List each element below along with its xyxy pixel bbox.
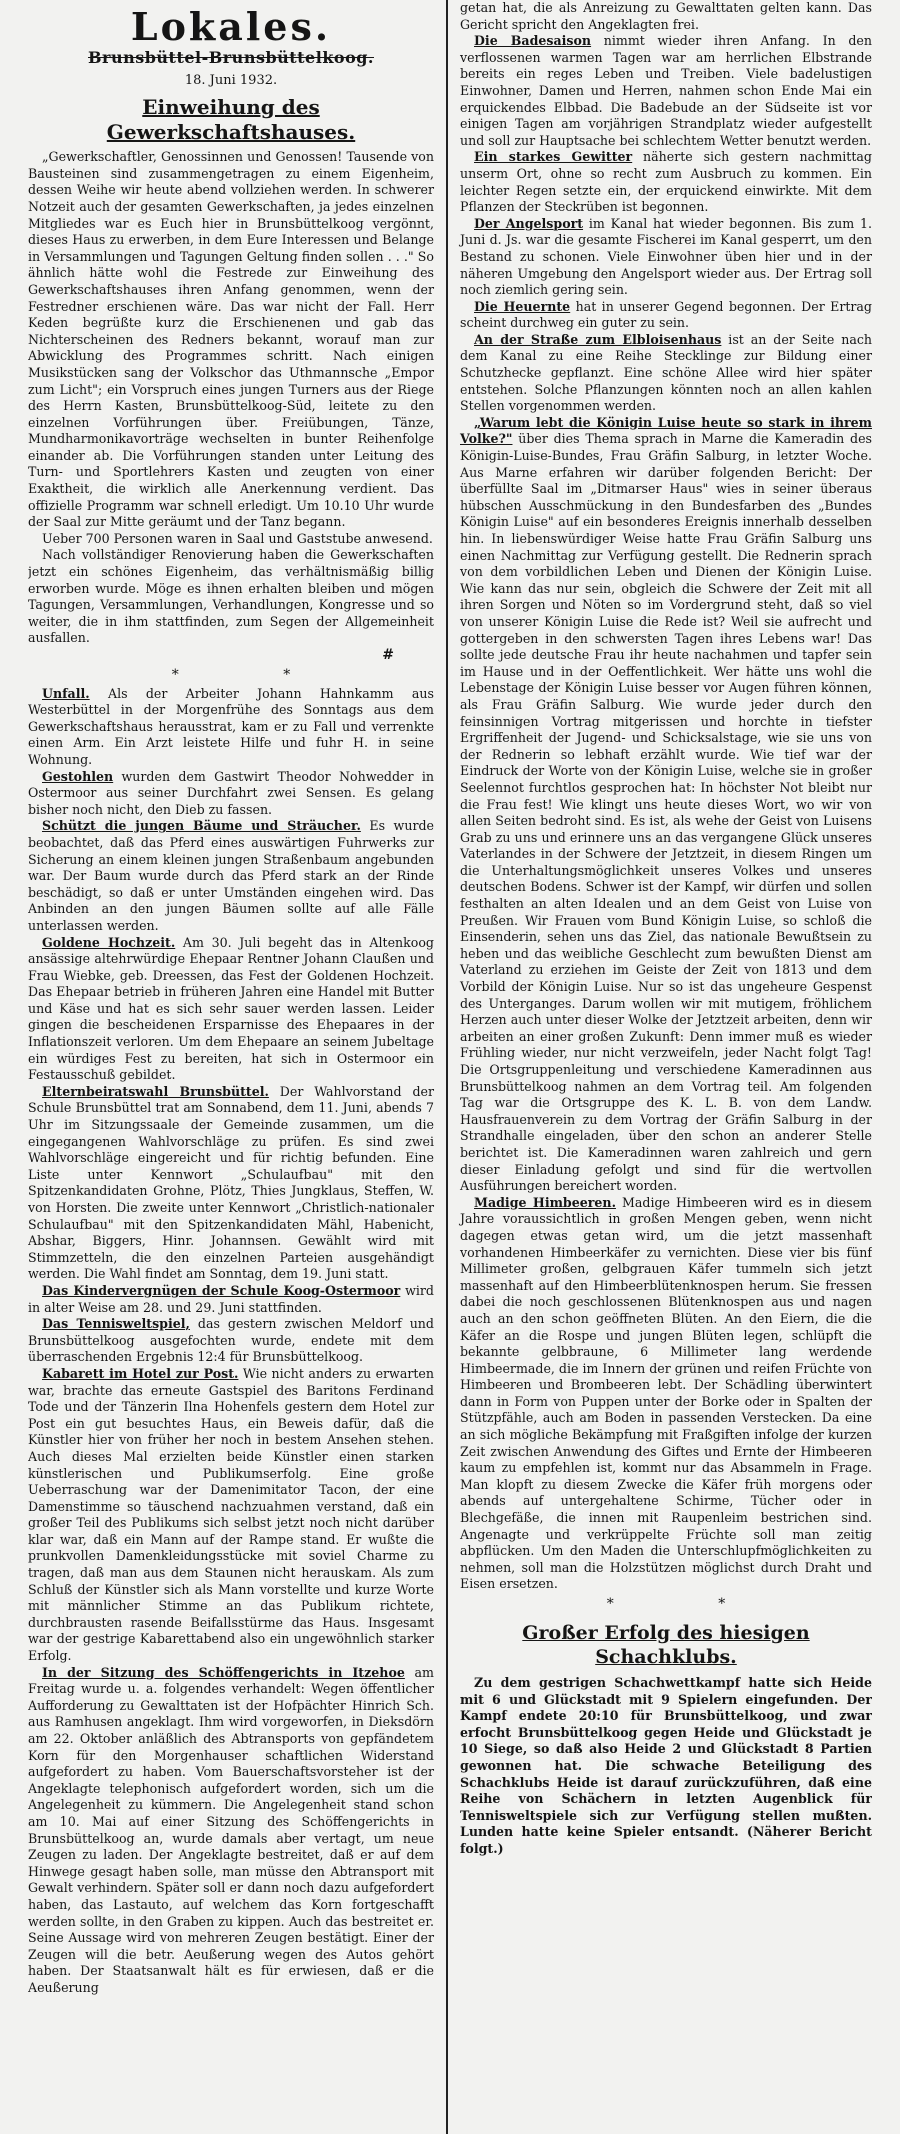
news-item-text: Als der Arbeiter Johann Hahnkamm aus Westerbüttel in der Morgenfrühe des Sonntags aus dem Gewerkschaftshaus herausstrat, kam er zu Fall und verrenkte einen Arm. Ein Arzt leistete Hilfe und fuhr H. in seine Wohnung. [28,685,434,767]
continued-text: getan hat, die als Anreizung zu Gewalttaten gelten kann. Das Gericht spricht den Angeklagten frei. [460,0,872,32]
news-item-text: wird in alter Weise am 28. und 29. Juni stattfinden. [28,1282,434,1315]
news-item-lead: In der Sitzung des Schöffengerichts in Itzehoe [42,1664,405,1680]
news-item [460,149,872,215]
news-item-text: nimmt wieder ihren Anfang. In den verflossenen warmen Tagen war am herrlichen Elbstrande bereits ein reges Leben und Treiben. Viele badelustigen Einwohner, Damen und Herren, nahmen schon Ende Mai ein erquickendes Elbbad. Die Badebude an der Südseite ist vor einigen Tagen am vorjährigen Strandplatz wieder aufgestellt und soll zur Hauptsache bei schlechtem Wetter benutzt werden. [460,33,872,148]
news-item-lead: Schützt die jungen Bäume und Sträucher. [42,818,361,834]
news-item-lead: Die Heuernte [474,298,571,314]
news-item-text: das gestern zwischen Meldorf und Brunsbüttelkoog ausgefochten wurde, endete mit dem überraschenden Ergebnis 12:4 für Brunsbüttelkoog. [28,1316,434,1365]
news-item [28,818,434,934]
news-item [460,33,872,149]
left-column [28,0,446,2134]
separator-stars: * * [606,1596,776,1612]
news-item-text: im Kanal hat wieder begonnen. Bis zum 1. Juni d. Js. war die gesamte Fischerei im Kanal gesperrt, um den Bestand zu schonen. Viele Einwohner üben hier und in der näheren Umgebung den Angelsport wieder aus. Der Ertrag soll noch ziemlich gering sein. [460,215,872,298]
news-item-lead: „Warum lebt die Königin Luise heute so stark in ihrem Volke?" [460,414,872,447]
news-item-lead: Gestohlen [42,768,114,784]
news-item [28,686,434,769]
news-item [28,1366,434,1665]
article-paragraph: Nach vollständiger Renovierung haben die Gewerkschaften jetzt ein schönes Eigenheim, das verhältnismäßig billig erworben wurde. Möge es ihnen erhalten bleiben und mögen Tagungen, Versammlungen, Verhandlungen, Kongresse und so weiter, die in ihm stattfinden, zum Segen der Allgemeinheit ausfallen. [28,547,434,646]
right-column [448,0,872,2134]
masthead-subtitle: Brunsbüttel-Brunsbüttelkoog. [88,48,374,67]
news-item-lead: Elternbeiratswahl Brunsbüttel. [42,1083,269,1099]
news-item-text: Es wurde beobachtet, daß das Pferd eines auswärtigen Fuhrwerks zur Sicherung an einem kleinen jungen Straßenbaum angebunden war. Der Baum wurde durch das Pferd stark an der Rinde beschädigt, so daß er unter Umständen eingehen wird. Das Anbinden an den jungen Bäumen sollte auf alle Fälle unterlassen werden. [28,818,434,933]
news-item [28,1665,434,1997]
news-item-lead: Das Kindervergnügen der Schule Koog-Ostermoor [42,1282,401,1298]
news-item [460,415,872,1195]
news-item-text: Am 30. Juli begeht das in Altenkoog ansässige altehrwürdige Ehepaar Rentner Johann Claußen und Frau Wiebke, geb. Dreessen, das Fest der Goldenen Hochzeit. Das Ehepaar betrieb in früheren Jahren eine Handel mit Butter und Käse und hat es sich sehr sauer werden lassen. Leider gingen die bescheidenen Ersparnisse des Ehepaares in der Inflationszeit verloren. Um dem Ehepaare an seinem Jubeltage ein würdiges Fest zu bereiten, hat sich in Ostermoor ein Festausschuß gebildet. [28,934,434,1083]
article-headline: Einweihung des Gewerkschaftshauses. [106,95,356,145]
news-item-lead: Madige Himbeeren. [474,1194,616,1210]
news-item-text: über dies Thema sprach in Marne die Kameradin des Königin-Luise-Bundes, Frau Gräfin Salburg, in letzter Woche. Aus Marne erfahren wir darüber folgenden Bericht: Der überfüllte Saal im „Ditmarser Haus" wies in seiner überaus hübschen Ausschmückung in den Bundesfarben des „Bundes Königin Luise" auf ein besonderes Ereignis innerhalb desselben hin. In liebenswürdiger Weise hatte Frau Gräfin Salburg uns einen Nachmittag zur Verfügung gestellt. Die Rednerin sprach von dem vorbildlichen Leben und Dienen der Königin Luise. Wie kann das nur sein, obgleich die Schwere der Zeit mit all ihren Sorgen und Nöten so im Vordergrund steht, daß so viel von unserer Königin Luise die Rede ist? Weil sie aufrecht und gottergeben in den schwersten Tagen ihres Lebens war! Das sollte jede deutsche Frau ihr heute nachahmen und tapfer sein im Hause und in der Oeffentlichkeit. Wer hätte uns wohl die Lebenstage der Königin Luise besser vor Augen führen können, als Frau Gräfin Salburg. Wie wurde jeder durch den feinsinnigen Vortrag mitgerissen und horchte in tiefster Ergriffenheit der Jugend- und Schicksalstage, wie sie uns von der Rednerin so lebhaft erzählt wurde. Wie tief war der Eindruck der Worte von der Königin Luise, welche sie in großer Seelennot furchtlos gesprochen hat: In höchster Not bleibt nur die Frau fest! Wie klingt uns heute dieses Wort, wo wir von allen Seiten bedroht sind. Es ist, als wehe der Geist von Luisens Grab zu uns und erinnere uns an das vergangene Glück unseres Vaterlandes in der Schwere der Jetztzeit, in diesem Ringen um die Unterhaltungsmöglichkeit unseres Volkes und unseres deutschen Bodens. Schwer ist der Kampf, wir dürfen und sollen festhalten an alten Idealen und an dem Geist von Luise von Preußen. Wir Frauen vom Bund Königin Luise, so schloß die Einsenderin, sehen uns das Ziel, das nationale Bewußtsein zu heben und das weibliche Geschlecht zum bewußten Dienst am Vaterland zu erziehen im Geiste der Zeit von 1813 und dem Vorbild der Königin Luise. Nur so ist das ungeheure Gespenst des Unterganges. Darum wollen wir mit mutigem, fröhlichem Herzen auch unter dieser Wolke der Jetztzeit arbeiten, denn wir arbeiten an einer großen Zukunft: Denn immer muß es wieder Frühling wieder, nur nicht verzweifeln, jeder Nacht folgt Tag! Die Ortsgruppenleitung und verschiedene Kameradinnen aus Brunsbüttelkoog nahmen an dem Vortrag teil. Am folgenden Tag war die Ortsgruppe des K. L. B. von dem Landw. Hausfrauenverein zu dem Vortrag der Gräfin Salburg in der Strandhalle eingeladen, über den schon an anderer Stelle berichtet ist. Die Kameradinnen waren zahlreich und gern dieser Einladung gefolgt und sind für die wertvollen Ausführungen bereichert worden. [460,431,872,1194]
news-item [28,935,434,1084]
news-item-lead: Unfall. [42,685,90,701]
news-item-lead: Die Badesaison [474,33,592,49]
news-item [460,299,872,332]
news-item [28,769,434,819]
news-item [460,332,872,415]
news-item-text: wurden dem Gastwirt Theodor Nohwedder in Ostermoor aus seiner Durchfahrt zwei Sensen. Es gelang bisher noch nicht, den Dieb zu fassen. [28,768,434,817]
news-item-lead: Der Angelsport [474,215,584,231]
news-item-lead: An der Straße zum Elbloisenhaus [474,331,722,347]
news-item-text: näherte sich gestern nachmittag unserm Ort, ohne so recht zum Ausbruch zu kommen. Ein leichter Regen setzte ein, der erquickend einwirkte. Mit dem Pflanzen der Steckrüben ist begonnen. [460,149,872,215]
news-item-lead: Goldene Hochzeit. [42,934,176,950]
dateline: 18. Juni 1932. [184,72,278,88]
news-item [460,216,872,299]
news-item-lead: Kabarett im Hotel zur Post. [42,1365,239,1381]
chess-headline: Großer Erfolg des hiesigen Schachklubs. [522,1622,810,1668]
masthead-title: Lokales. [130,4,332,49]
chess-article: Zu dem gestrigen Schachwettkampf hatte sich Heide mit 6 und Glückstadt mit 9 Spielern eingefunden. Der Kampf endete 20:10 für Brunsbüttelkoog, und zwar erfocht Brunsbüttelkoog gegen Heide und Glückstadt je 10 Siege, so daß also Heide 2 und Glückstadt 8 Partien gewonnen hat. Die schwache Beteiligung des Schachklubs Heide ist darauf zurückzuführen, daß eine Reihe von Schächern in letzten Augenblick für Tennisweltspiele sich zur Verfügung stellen mußten. Lunden hatte keine Spieler entsandt. (Näherer Bericht folgt.) [460,1675,872,1856]
news-item-text: Wie nicht anders zu erwarten war, brachte das erneute Gastspiel des Baritons Ferdinand Tode und der Tänzerin Ilna Hohenfels gestern dem Hotel zur Post ein gut besuchtes Haus, ein Beweis dafür, daß die Künstler hier von früher her noch in bestem Ansehen stehen. Auch dieses Mal erzielten beide Künstler einen starken künstlerischen und Publikumserfolg. Eine große Ueberraschung war der Damenimitator Tacon, der eine Damenstimme so täuschend nachzuahmen verstand, daß ein großer Teil des Publikums sich selbst jetzt noch nicht darüber klar war, daß ein Mann auf der Rampe stand. Er wußte die prunkvollen Damenkleidungsstücke mit soviel Charme zu tragen, daß man aus dem Staunen nicht herauskam. Als zum Schluß der Künstler sich als Mann vorstellte und kurze Worte mit männlicher Stimme an das Publikum richtete, durchbrausten rasende Beifallsstürme das Haus. Insgesamt war der gestrige Kabarettabend also ein ungewöhnlich starker Erfolg. [28,1365,434,1664]
news-item-lead: Das Tennisweltspiel, [42,1316,190,1332]
news-item [28,1084,434,1283]
article-paragraph: „Gewerkschaftler, Genossinnen und Genossen! Tausende von Bausteinen sind zusammengetragen zu einem Eigenheim, dessen Weihe wir heute abend vollziehen werden. In schwerer Notzeit auch der gesamten Gewerkschaften, ja jedes einzelnen Mitgliedes war es Euch hier in Brunsbüttelkoog vergönnt, dieses Haus zu erwerben, in dem Eure Interessen und Belange in Versammlungen und Tagungen Geltung finden sollen . . ." So ähnlich hätte wohl die Festrede zur Einweihung des Gewerkschaftshauses ihren Anfang genommen, wenn der Festredner erschienen wäre. Das war nicht der Fall. Herr Keden begrüßte kurz die Erschienenen und gab das Nichterscheinen des Redners bekannt, worauf man zur Abwicklung des Programmes schritt. Nach einigen Musikstücken sang der Volkschor das Uthmannsche „Empor zum Licht"; ein Vorspruch eines jungen Turners aus der Riege des Herrn Kasten, Brunsbüttelkoog-Süd, leitete zu den einzelnen Vorführungen über. Freiübungen, Tänze, Mundharmonikavorträge wechselten in bunter Reihenfolge einander ab. Die Vorführungen standen unter Leitung des Turn- und Sportlehrers Kasten und zeugten von einer Exaktheit, die wirklich alle Anerkennung verdient. Das offizielle Programm war schnell erledigt. Um 10.10 Uhr wurde der Saal zur Mitte geräumt und der Tanz begann. [28,149,434,530]
separator-stars: * * [171,666,341,683]
news-item-text: hat in unserer Gegend begonnen. Der Ertrag scheint durchweg ein guter zu sein. [460,298,872,331]
news-item-text: Madige Himbeeren wird es in diesem Jahre voraussichtlich in großen Mengen geben, wenn nicht dagegen etwas getan wird, um die jetzt massenhaft vorhandenen Himbeerkäfer zu vernichten. Diese vier bis fünf Millimeter großen, gelbgrauen Käfer tummeln sich jetzt massenhaft auf den Himbeerblütenknospen herum. Sie fressen dabei die noch geschlossenen Blütenknospen aus und nagen auch an den schon geöffneten Blüten. An den Eiern, die die Käfer an die Rospe und jungen Blüten legen, schlüpft die bekannte gelbbraune, 6 Millimeter lang werdende Himbeermade, die im Innern der grünen und reifen Früchte von Himbeeren und Brombeeren lebt. Der Schädling überwintert dann in Form von Puppen unter der Borke oder in Spalten der Stützpfähle, auch am Boden in passenden Verstecken. Da eine an sich mögliche Bekämpfung mit Fraßgiften infolge der kurzen Zeit zwischen Anwendung des Giftes und Ernte der Himbeeren kaum zu empfehlen ist, kommt nur das Absammeln in Frage. Man klopft zu diesem Zwecke die Käfer früh morgens oder abends auf untergehaltene Schirme, Tücher oder in Blechgefäße, die innen mit Raupenleim bestrichen sind. Angenagte und verkrüppelte Früchte soll man zeitig abpflücken. Um den Maden die Unterschlupfmöglichkeiten zu nehmen, soll man die Holzstützen möglichst durch Draht und Eisen ersetzen. [460,1194,872,1592]
news-item [460,1195,872,1593]
article-paragraph: Ueber 700 Personen waren in Saal und Gaststube anwesend. [42,530,433,546]
news-item-text: am Freitag wurde u. a. folgendes verhandelt: Wegen öffentlicher Aufforderung zu Gewalttaten ist der Hofpächter Hinrich Sch. aus Ramhusen angeklagt. Ihm wird vorgeworfen, in Dieksdörn am 22. Oktober anläßlich des Abtransports von gepfändetem Korn für den Morgenhauser schaftlichen Widerstand aufgefordert zu haben. Vom Bauerschaftsvorsteher ist der Angeklagte telephonisch aufgefordert worden, sich um die Angelegenheit zu kümmern. Die Angelegenheit stand schon am 10. Mai auf einer Sitzung des Schöffengerichts in Brunsbüttelkoog an, wurde damals aber vertagt, um neue Zeugen zu laden. Der Angeklagte bestreitet, daß er auf dem Hinwege gesagt haben solle, man müsse den Abtransport mit Gewalt verhindern. Später soll er dann noch dazu aufgefordert haben, das Lastauto, auf welchem das Korn fortgeschafft werden sollte, in den Graben zu kippen. Auch das bestreitet er. Seine Aussage wird von mehreren Zeugen bestätigt. Einer der Zeugen will die betr. Aeußerung wegen des Autos gehört haben. Der Staatsanwalt hält es für erwiesen, daß er die Aeußerung [28,1664,434,1995]
news-item-lead: Ein starkes Gewitter [474,149,633,165]
news-item [28,1283,434,1316]
article-signoff: # [382,647,394,663]
news-item-text: ist an der Seite nach dem Kanal zu eine Reihe Stecklinge zur Bildung einer Schutzhecke gepflanzt. Eine schöne Allee wird hier später entstehen. Solche Pflanzungen könnten noch an allen kahlen Stellen vorgenommen werden. [460,331,872,414]
news-item [28,1316,434,1366]
news-item-text: Der Wahlvorstand der Schule Brunsbüttel trat am Sonnabend, dem 11. Juni, abends 7 Uhr im Sitzungssaale der Gemeinde zusammen, um die eingegangenen Wahlvorschläge zu prüfen. Es sind zwei Wahlvorschläge eingereicht und für richtig befunden. Eine Liste unter Kennwort „Schulaufbau" mit den Spitzenkandidaten Grohne, Plötz, Thies Jungklaus, Steffen, W. von Horsten. Die zweite unter Kennwort „Christlich-nationaler Schulaufbau" mit den Spitzenkandidaten Mähl, Habenicht, Abshar, Biggers, Hinr. Johannsen. Gewählt wird mit Stimmzetteln, die den einzelnen Parteien ausgehändigt werden. Die Wahl findet am Sonntag, dem 19. Juni statt. [28,1083,434,1282]
